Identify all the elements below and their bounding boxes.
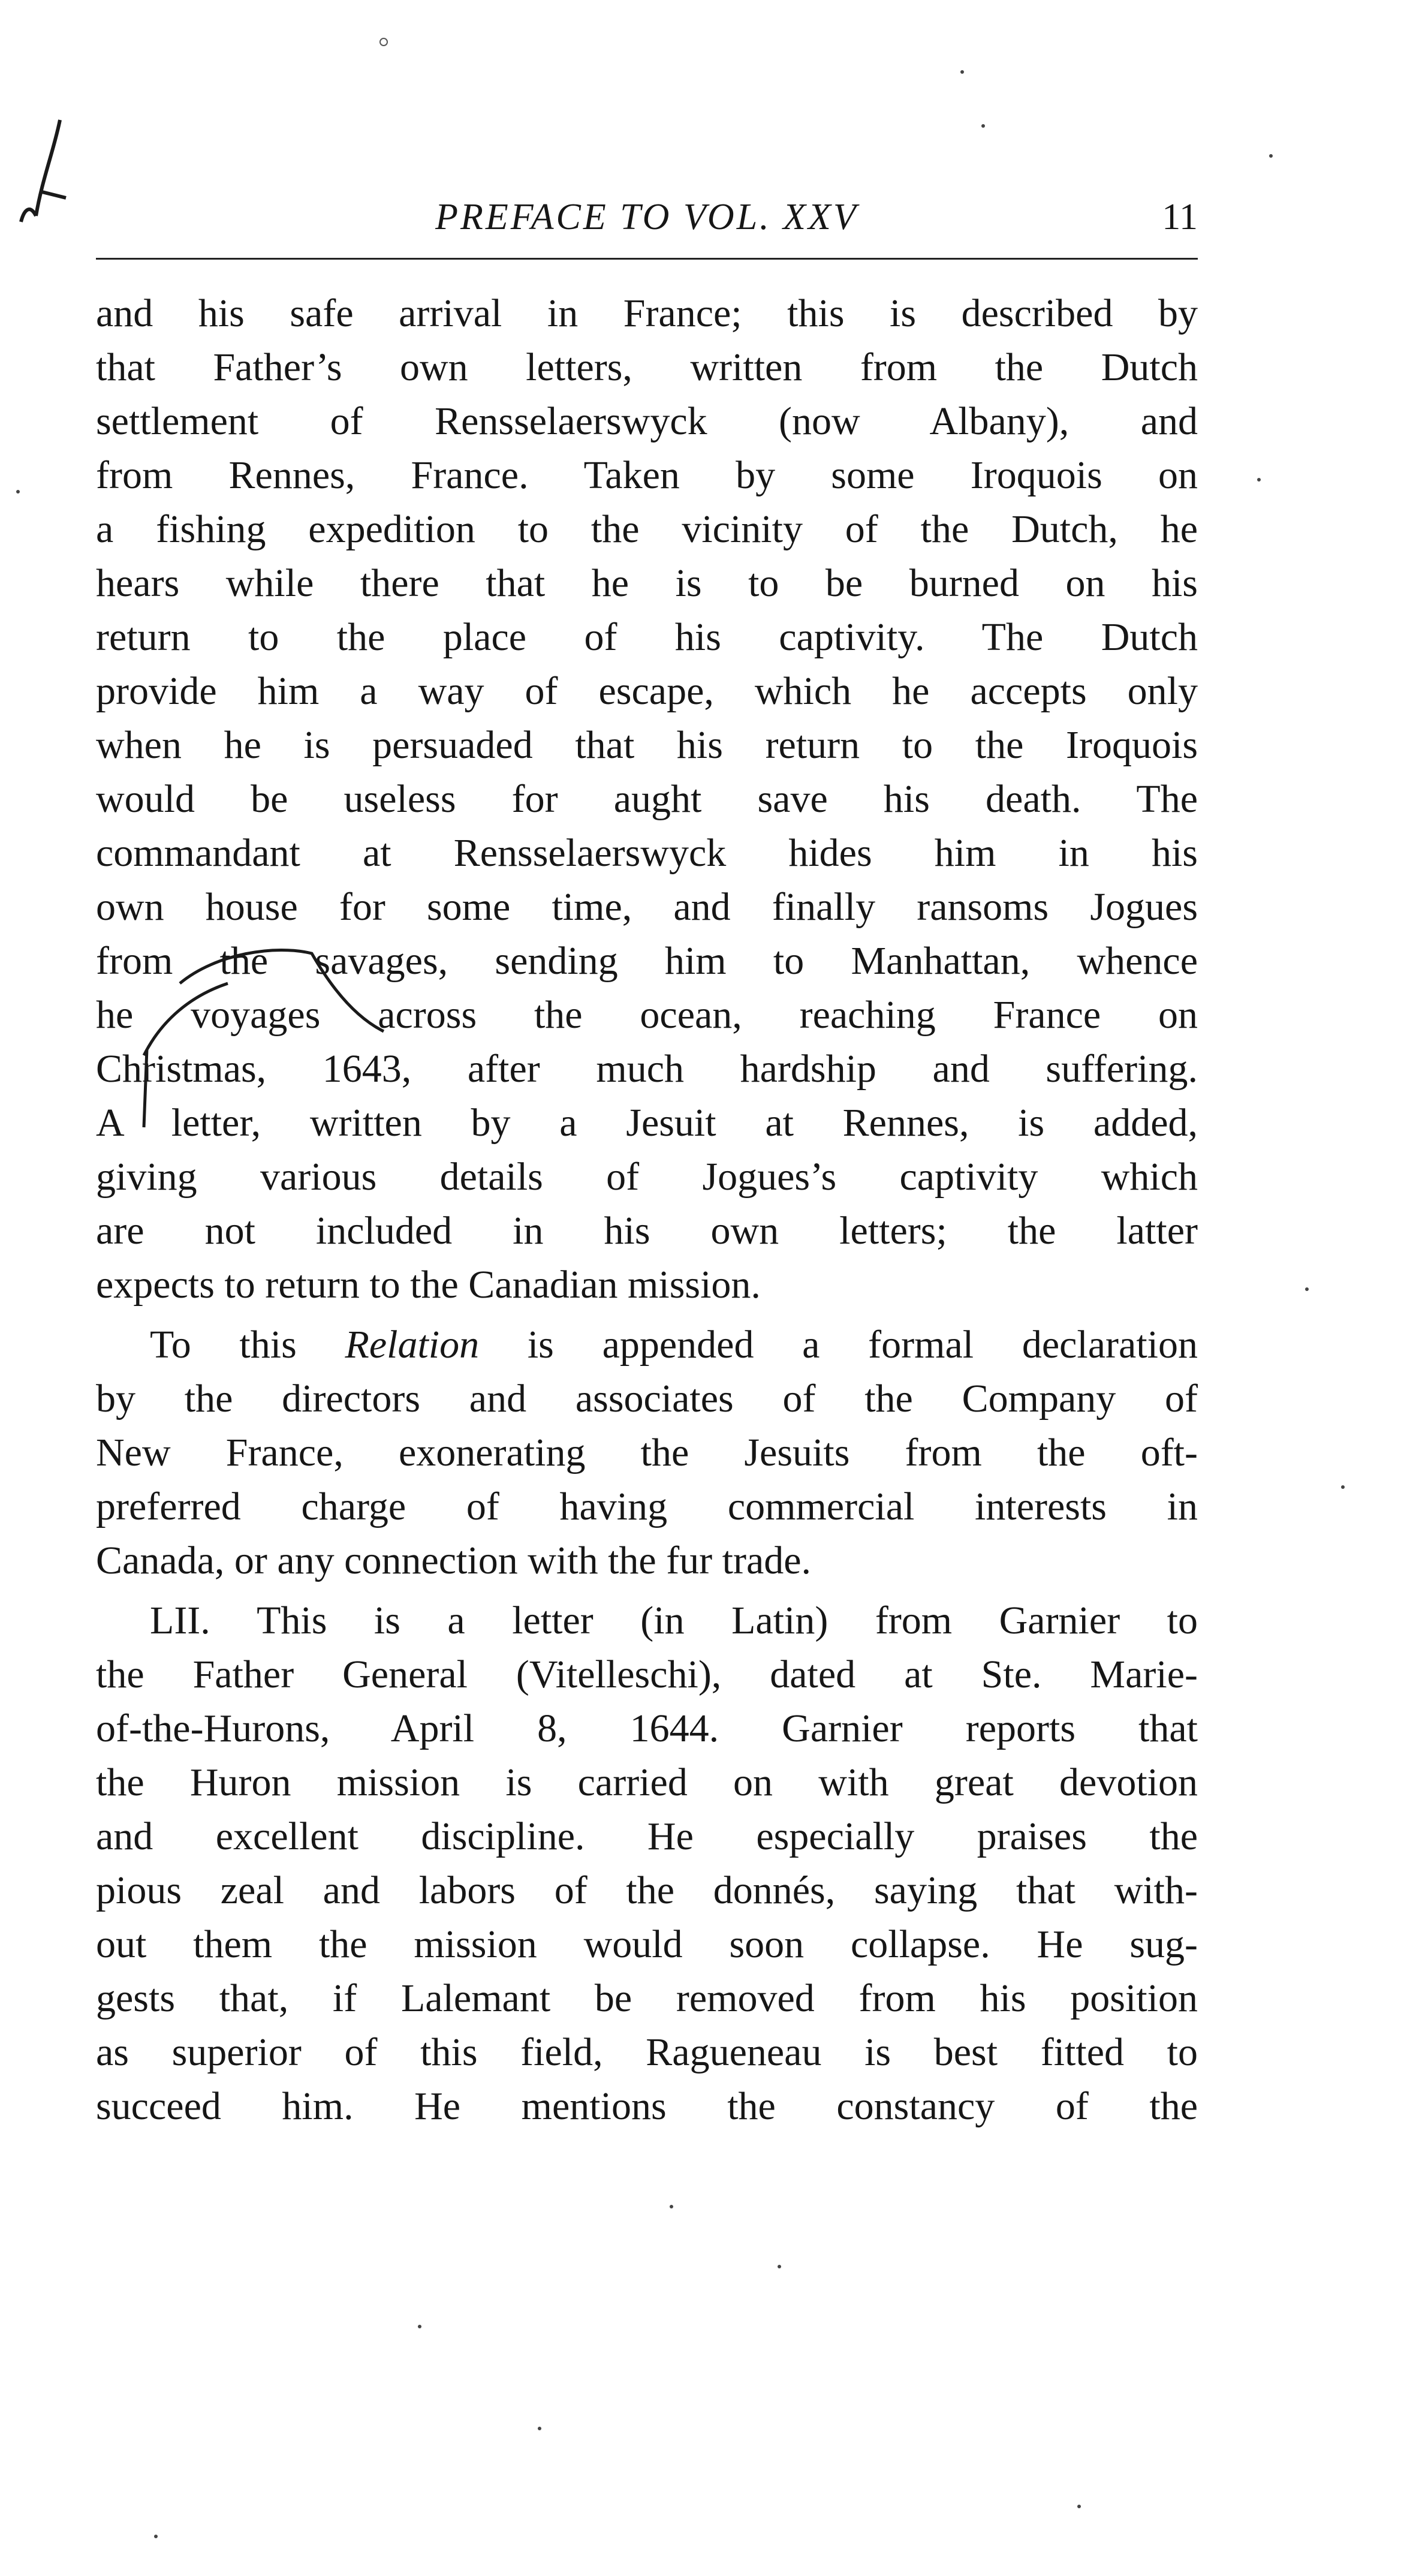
text-line: he voyages across the ocean, reaching France on — [96, 993, 1198, 1037]
text-line: Canada, or any connection with the fur trade. — [96, 1539, 812, 1582]
text-line: succeed him. He mentions the constancy of the — [96, 2084, 1198, 2128]
paragraph-1 — [96, 287, 1198, 1312]
paragraph-3 — [96, 1594, 1198, 2133]
text-line: giving various details of Jogues’s captivity which — [96, 1155, 1198, 1199]
text-line: return to the place of his captivity. The Dutch — [96, 615, 1198, 659]
running-head — [96, 193, 1198, 253]
text-line: and excellent discipline. He especially praises the — [96, 1814, 1198, 1858]
text-line: hears while there that he is to be burned on his — [96, 561, 1198, 605]
header-rule — [96, 258, 1198, 260]
text-line: A letter, written by a Jesuit at Rennes, is added, — [96, 1101, 1198, 1145]
text-line: and his safe arrival in France; this is described by — [96, 291, 1198, 335]
text-line: a fishing expedition to the vicinity of the Dutch, he — [96, 507, 1198, 551]
text-line: provide him a way of escape, which he accepts only — [96, 669, 1198, 713]
text-line: LII. This is a letter (in Latin) from Garnier to — [150, 1599, 1198, 1642]
text-line: pious zeal and labors of the donnés, saying that with- — [96, 1868, 1198, 1912]
text-line: commandant at Rensselaerswyck hides him in his — [96, 831, 1198, 875]
text-line: own house for some time, and finally ransoms Jogues — [96, 885, 1198, 929]
text-line: from the savages, sending him to Manhattan, whence — [96, 939, 1198, 983]
text-line: would be useless for aught save his death. The — [96, 777, 1198, 821]
running-title: PREFACE TO VOL. XXV — [435, 197, 858, 237]
text-line: New France, exonerating the Jesuits from the oft- — [96, 1431, 1198, 1474]
body-text — [96, 287, 1198, 2133]
text-line: the Huron mission is carried on with great devotion — [96, 1761, 1198, 1804]
text-line-with-italic — [96, 1318, 1198, 1372]
text-line: from Rennes, France. Taken by some Iroquois on — [96, 453, 1198, 497]
text-line: when he is persuaded that his return to the Iroquois — [96, 723, 1198, 767]
text-line: expects to return to the Canadian mission. — [96, 1263, 761, 1307]
corner-ink-mark — [21, 120, 66, 222]
text-line: out them the mission would soon collapse. He sug- — [96, 1922, 1198, 1966]
text-line: preferred charge of having commercial interests in — [96, 1485, 1198, 1528]
text-line: by the directors and associates of the Company of — [96, 1377, 1198, 1421]
text-span: is appended a formal declaration — [527, 1323, 1198, 1367]
page-number: 11 — [1162, 197, 1198, 237]
text-line: the Father General (Vitelleschi), dated at Ste. Marie- — [96, 1653, 1198, 1696]
text-line: Christmas, 1643, after much hardship and suffering. — [96, 1047, 1198, 1091]
text-line: are not included in his own letters; the latter — [96, 1209, 1198, 1253]
text-span: To this — [150, 1323, 297, 1367]
text-line: of-the-Hurons, April 8, 1644. Garnier reports that — [96, 1707, 1198, 1750]
italic-title: Relation — [345, 1323, 480, 1367]
paragraph-2 — [96, 1318, 1198, 1588]
text-line: as superior of this field, Ragueneau is best fitted to — [96, 2030, 1198, 2074]
text-line: that Father’s own letters, written from the Dutch — [96, 345, 1198, 389]
text-line: settlement of Rensselaerswyck (now Albany), and — [96, 399, 1198, 443]
text-line: gests that, if Lalemant be removed from his position — [96, 1976, 1198, 2020]
